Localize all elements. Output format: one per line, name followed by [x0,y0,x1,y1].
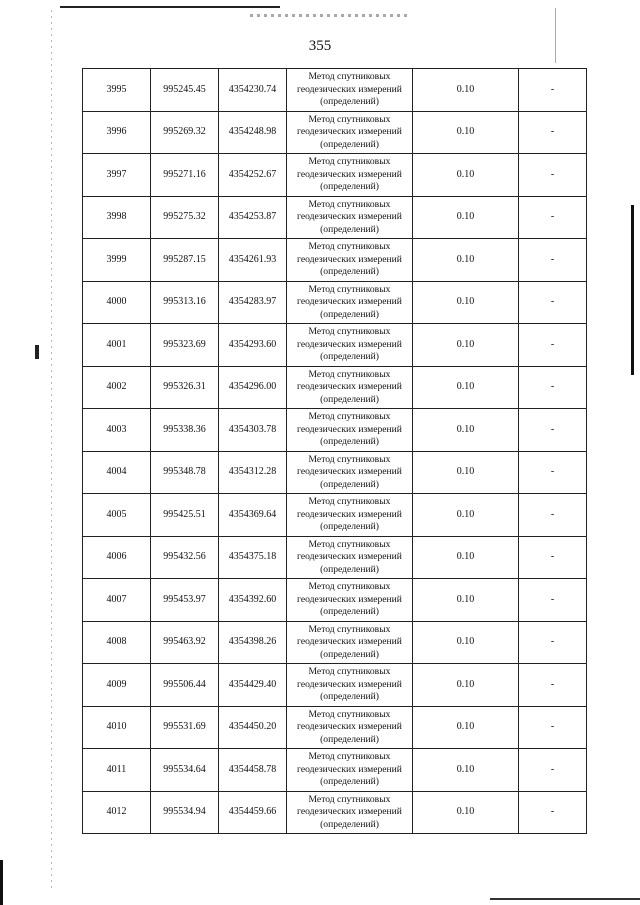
method-line: геодезических измерений [297,296,402,307]
method-line: (определений) [320,138,379,150]
x-coordinate-cell: 995534.94 [151,791,219,834]
x-coordinate-cell: 995275.32 [151,196,219,239]
method-line: (определений) [320,223,379,235]
method-line: Метод спутниковых [308,708,391,720]
y-coordinate-cell: 4354252.67 [219,154,287,197]
accuracy-cell: 0.10 [413,579,519,622]
note-cell: - [519,536,587,579]
method-cell [287,196,413,239]
method-line: Метод спутниковых [308,198,391,210]
table-row [83,154,587,197]
table-row [83,664,587,707]
note-cell: - [519,706,587,749]
method-line: (определений) [320,648,379,660]
x-coordinate-cell: 995245.45 [151,69,219,112]
method-line: Метод спутниковых [308,666,391,677]
note-cell: - [519,196,587,239]
point-number-cell: 3999 [83,239,151,282]
method-line: (определений) [320,96,379,107]
method-line: Метод спутниковых [308,283,391,295]
note-cell: - [519,281,587,324]
method-cell [287,154,413,197]
note-cell: - [519,69,587,112]
method-line: геодезических измерений [297,678,402,690]
note-cell: - [519,111,587,154]
method-cell [287,749,413,792]
accuracy-cell: 0.10 [413,324,519,367]
note-cell: - [519,366,587,409]
method-line: геодезических измерений [297,83,402,95]
note-cell: - [519,791,587,834]
table-row [83,749,587,792]
table-row [83,69,587,112]
accuracy-cell: 0.10 [413,706,519,749]
y-coordinate-cell: 4354261.93 [219,239,287,282]
point-number-cell: 3997 [83,154,151,197]
note-cell: - [519,154,587,197]
method-cell [287,409,413,452]
method-line: (определений) [320,606,379,617]
x-coordinate-cell: 995506.44 [151,664,219,707]
method-cell [287,536,413,579]
y-coordinate-cell: 4354429.40 [219,664,287,707]
x-coordinate-cell: 995323.69 [151,324,219,367]
method-line: геодезических измерений [297,253,402,265]
method-line: Метод спутниковых [308,156,391,167]
method-line: (определений) [320,733,379,745]
method-line: геодезических измерений [297,126,402,137]
scan-artifact-top-noise [250,14,410,17]
table-row [83,791,587,834]
method-cell [287,324,413,367]
y-coordinate-cell: 4354458.78 [219,749,287,792]
scan-artifact-left-line [51,10,52,890]
method-cell [287,281,413,324]
method-line: Метод спутниковых [308,496,391,507]
accuracy-cell: 0.10 [413,239,519,282]
note-cell: - [519,579,587,622]
point-number-cell: 4004 [83,451,151,494]
point-number-cell: 4005 [83,494,151,537]
x-coordinate-cell: 995326.31 [151,366,219,409]
y-coordinate-cell: 4354248.98 [219,111,287,154]
table-row [83,324,587,367]
y-coordinate-cell: 4354253.87 [219,196,287,239]
x-coordinate-cell: 995453.97 [151,579,219,622]
accuracy-cell: 0.10 [413,664,519,707]
method-line: Метод спутниковых [308,368,391,380]
x-coordinate-cell: 995425.51 [151,494,219,537]
note-cell: - [519,451,587,494]
method-line: геодезических измерений [297,168,402,180]
method-line: (определений) [320,181,379,192]
method-cell [287,494,413,537]
note-cell: - [519,621,587,664]
method-line: (определений) [320,436,379,447]
page-number: 355 [308,38,332,54]
accuracy-cell: 0.10 [413,749,519,792]
method-line: (определений) [320,266,379,277]
y-coordinate-cell: 4354283.97 [219,281,287,324]
method-line: геодезических измерений [297,636,402,647]
method-cell [287,664,413,707]
point-number-cell: 4006 [83,536,151,579]
method-cell [287,791,413,834]
point-number-cell: 3998 [83,196,151,239]
point-number-cell: 4007 [83,579,151,622]
table-row [83,451,587,494]
scan-artifact-top [60,6,280,8]
table-row [83,536,587,579]
y-coordinate-cell: 4354230.74 [219,69,287,112]
point-number-cell: 4011 [83,749,151,792]
x-coordinate-cell: 995338.36 [151,409,219,452]
method-line: Метод спутниковых [308,751,391,762]
method-cell [287,451,413,494]
method-line: Метод спутниковых [308,623,391,635]
x-coordinate-cell: 995534.64 [151,749,219,792]
method-line: (определений) [320,776,379,787]
table-row [83,621,587,664]
note-cell: - [519,324,587,367]
accuracy-cell: 0.10 [413,154,519,197]
x-coordinate-cell: 995463.92 [151,621,219,664]
method-line: геодезических измерений [297,721,402,732]
table-row [83,409,587,452]
method-line: (определений) [320,691,379,702]
point-number-cell: 4008 [83,621,151,664]
x-coordinate-cell: 995531.69 [151,706,219,749]
method-line: Метод спутниковых [308,793,391,805]
accuracy-cell: 0.10 [413,366,519,409]
x-coordinate-cell: 995313.16 [151,281,219,324]
table-row [83,239,587,282]
x-coordinate-cell: 995271.16 [151,154,219,197]
method-line: геодезических измерений [297,211,402,222]
point-number-cell: 4009 [83,664,151,707]
method-line: (определений) [320,521,379,532]
method-line: (определений) [320,351,379,362]
method-line: Метод спутниковых [308,326,391,337]
method-line: (определений) [320,393,379,405]
method-line: геодезических измерений [297,466,402,477]
accuracy-cell: 0.10 [413,69,519,112]
method-line: (определений) [320,308,379,320]
point-number-cell: 4012 [83,791,151,834]
method-line: Метод спутниковых [308,411,391,422]
scan-artifact-left-mark [35,345,39,359]
scan-artifact-bottom [490,898,640,900]
table-row [83,366,587,409]
point-number-cell: 4002 [83,366,151,409]
accuracy-cell: 0.10 [413,196,519,239]
method-line: геодезических измерений [297,338,402,350]
accuracy-cell: 0.10 [413,409,519,452]
method-cell [287,706,413,749]
y-coordinate-cell: 4354303.78 [219,409,287,452]
method-line: Метод спутниковых [308,241,391,252]
y-coordinate-cell: 4354369.64 [219,494,287,537]
point-number-cell: 4003 [83,409,151,452]
method-line: (определений) [320,478,379,490]
method-cell [287,239,413,282]
table-row [83,706,587,749]
table-row [83,494,587,537]
table-row [83,196,587,239]
point-number-cell: 4001 [83,324,151,367]
y-coordinate-cell: 4354312.28 [219,451,287,494]
point-number-cell: 3996 [83,111,151,154]
table-row [83,579,587,622]
coordinates-table-body [83,69,587,834]
accuracy-cell: 0.10 [413,536,519,579]
method-line: геодезических измерений [297,806,402,817]
coordinates-table [82,68,587,834]
method-line: (определений) [320,563,379,575]
y-coordinate-cell: 4354459.66 [219,791,287,834]
method-cell [287,111,413,154]
method-line: Метод спутниковых [308,113,391,125]
method-line: Метод спутниковых [308,453,391,465]
note-cell: - [519,494,587,537]
note-cell: - [519,749,587,792]
method-line: геодезических измерений [297,551,402,562]
scan-artifact-left-edge [0,860,3,905]
accuracy-cell: 0.10 [413,791,519,834]
method-line: Метод спутниковых [308,581,391,592]
note-cell: - [519,239,587,282]
method-cell [287,579,413,622]
method-cell [287,366,413,409]
method-line: (определений) [320,818,379,830]
method-cell [287,69,413,112]
method-line: геодезических измерений [297,381,402,392]
method-line: геодезических измерений [297,593,402,605]
x-coordinate-cell: 995432.56 [151,536,219,579]
note-cell: - [519,664,587,707]
accuracy-cell: 0.10 [413,621,519,664]
note-cell: - [519,409,587,452]
method-cell [287,621,413,664]
y-coordinate-cell: 4354450.20 [219,706,287,749]
y-coordinate-cell: 4354293.60 [219,324,287,367]
table-row [83,111,587,154]
method-line: Метод спутниковых [308,71,391,82]
method-line: геодезических измерений [297,508,402,520]
y-coordinate-cell: 4354398.26 [219,621,287,664]
table-row [83,281,587,324]
y-coordinate-cell: 4354296.00 [219,366,287,409]
scan-artifact-right-bar [631,205,634,375]
x-coordinate-cell: 995348.78 [151,451,219,494]
x-coordinate-cell: 995269.32 [151,111,219,154]
x-coordinate-cell: 995287.15 [151,239,219,282]
method-line: геодезических измерений [297,763,402,775]
y-coordinate-cell: 4354375.18 [219,536,287,579]
point-number-cell: 4000 [83,281,151,324]
method-line: Метод спутниковых [308,538,391,550]
accuracy-cell: 0.10 [413,451,519,494]
method-line: геодезических измерений [297,423,402,435]
accuracy-cell: 0.10 [413,111,519,154]
y-coordinate-cell: 4354392.60 [219,579,287,622]
point-number-cell: 3995 [83,69,151,112]
point-number-cell: 4010 [83,706,151,749]
accuracy-cell: 0.10 [413,281,519,324]
accuracy-cell: 0.10 [413,494,519,537]
